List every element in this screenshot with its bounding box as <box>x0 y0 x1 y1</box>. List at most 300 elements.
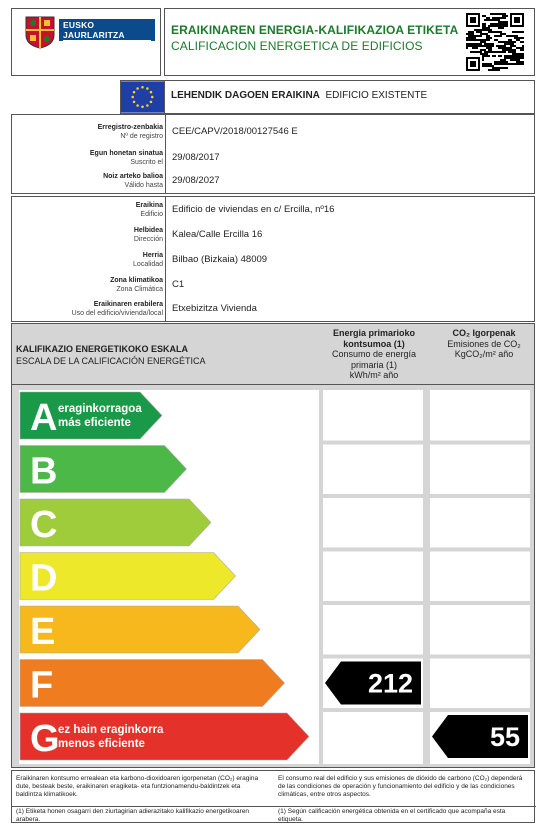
qr-module <box>502 47 504 49</box>
qr-module <box>510 39 512 41</box>
emissions-header-es: Emisiones de CO₂ <box>447 338 521 349</box>
qr-module <box>490 31 492 33</box>
qr-module <box>466 43 468 45</box>
building-label-eu: Eraikina <box>135 202 163 209</box>
building-row <box>12 275 536 297</box>
qr-module <box>514 45 516 47</box>
qr-module <box>512 51 514 53</box>
qr-module <box>520 61 522 63</box>
qr-module <box>520 37 522 39</box>
class-letter-b: B <box>30 450 58 493</box>
qr-module <box>486 35 488 37</box>
qr-module <box>480 51 482 53</box>
qr-module <box>506 63 508 65</box>
building-label-eu: Helbidea <box>133 227 163 234</box>
qr-module <box>522 57 524 59</box>
building-label-eu: Herria <box>142 252 163 259</box>
qr-module <box>490 51 492 53</box>
energy-scale <box>11 385 535 768</box>
qr-module <box>480 35 482 37</box>
eu-star <box>146 87 149 90</box>
qr-module <box>468 31 470 33</box>
emissions-header-eu: CO₂ Igorpenak <box>452 328 516 338</box>
qr-module <box>498 17 500 19</box>
qr-module <box>508 51 510 53</box>
qr-module <box>500 47 502 49</box>
qr-module <box>512 63 514 65</box>
qr-module <box>484 41 486 43</box>
qr-module <box>482 65 484 67</box>
label-title-box <box>164 8 535 76</box>
qr-module <box>518 47 520 49</box>
qr-module <box>496 51 498 53</box>
footer-notes <box>11 770 535 823</box>
qr-module <box>470 45 472 47</box>
registry-label-eu: Egun honetan sinatua <box>89 150 163 157</box>
qr-module <box>496 69 498 71</box>
qr-module <box>500 59 502 61</box>
qr-module <box>506 55 508 57</box>
qr-module <box>502 49 504 51</box>
qr-module <box>468 39 470 41</box>
qr-module <box>482 23 484 25</box>
qr-module <box>494 31 496 33</box>
footer-note-2-eu: (1) Etiketa honen osagarri den ziurtagirian adierazitako kalifikazio energetikoaren arabera. <box>16 808 250 823</box>
building-status-es: EDIFICIO EXISTENTE <box>325 90 428 101</box>
qr-module <box>490 45 492 47</box>
building-label-eu: Zona klimatikoa <box>110 277 163 284</box>
registry-label-es: Suscrito el <box>130 158 163 166</box>
qr-module <box>504 59 506 61</box>
consumption-unit: kWh/m² año <box>349 370 399 380</box>
registry-box <box>11 114 535 194</box>
qr-module <box>520 31 522 33</box>
qr-module <box>468 43 470 45</box>
qr-module <box>504 67 506 69</box>
qr-module <box>496 31 498 33</box>
qr-module <box>486 33 488 35</box>
qr-module <box>498 55 500 57</box>
qr-module <box>488 39 490 41</box>
qr-module <box>488 55 490 57</box>
qr-module <box>496 17 498 19</box>
qr-module <box>504 45 506 47</box>
footer-divider <box>12 806 536 807</box>
qr-module <box>494 25 496 27</box>
qr-module <box>520 63 522 65</box>
qr-module <box>516 55 518 57</box>
qr-module <box>516 47 518 49</box>
qr-module <box>476 51 478 53</box>
qr-module <box>500 23 502 25</box>
qr-module <box>488 19 490 21</box>
qr-module <box>494 63 496 65</box>
qr-module <box>490 29 492 31</box>
qr-module <box>512 49 514 51</box>
qr-module <box>472 35 474 37</box>
qr-module <box>512 57 514 59</box>
qr-module <box>486 51 488 53</box>
qr-module <box>516 31 518 33</box>
qr-module <box>502 63 504 65</box>
qr-module <box>502 17 504 19</box>
emissions-value: 55 <box>489 722 520 752</box>
registry-label-es: Nº de registro <box>120 132 163 140</box>
qr-module <box>472 39 474 41</box>
qr-module <box>508 63 510 65</box>
energy-scale-graphic <box>12 385 534 767</box>
qr-module <box>466 47 468 49</box>
qr-module <box>502 67 504 69</box>
qr-module <box>490 49 492 51</box>
qr-module <box>498 23 500 25</box>
qr-module <box>512 35 514 37</box>
qr-module <box>492 17 494 19</box>
qr-module <box>476 35 478 37</box>
qr-module <box>496 39 498 41</box>
qr-module <box>468 33 470 35</box>
eu-flag-box <box>120 80 165 114</box>
building-status-eu: LEHENDIK DAGOEN ERAIKINA <box>171 90 320 101</box>
emissions-unit: KgCO₂/m² año <box>454 349 514 359</box>
registry-row <box>12 122 536 144</box>
qr-module <box>500 51 502 53</box>
qr-module <box>486 39 488 41</box>
title-spanish: CALIFICACION ENERGETICA DE EDIFICIOS <box>171 39 423 53</box>
qr-module <box>480 33 482 35</box>
qr-module <box>500 27 502 29</box>
qr-module <box>504 41 506 43</box>
qr-module <box>470 51 472 53</box>
qr-module <box>518 59 520 61</box>
qr-module <box>506 57 508 59</box>
qr-module <box>518 37 520 39</box>
qr-module <box>494 19 496 21</box>
qr-module <box>504 17 506 19</box>
qr-module <box>478 29 480 31</box>
qr-module <box>498 67 500 69</box>
qr-module <box>484 33 486 35</box>
qr-module <box>482 41 484 43</box>
qr-module <box>484 55 486 57</box>
qr-module <box>498 51 500 53</box>
qr-module <box>478 35 480 37</box>
emissions-column-header <box>432 328 536 360</box>
qr-module <box>482 55 484 57</box>
qr-module <box>498 31 500 33</box>
qr-module <box>486 17 488 19</box>
eu-flag-icon <box>121 81 164 113</box>
qr-module <box>470 61 476 67</box>
class-note-eu: eraginkorragoa <box>58 403 142 415</box>
qr-module <box>474 51 476 53</box>
qr-module <box>502 23 504 25</box>
qr-module <box>488 49 490 51</box>
qr-module <box>486 45 488 47</box>
qr-module <box>492 65 494 67</box>
qr-module <box>472 37 474 39</box>
qr-module <box>484 65 486 67</box>
qr-module <box>502 21 504 23</box>
qr-module <box>514 51 516 53</box>
qr-module <box>488 35 490 37</box>
qr-module <box>504 57 506 59</box>
qr-module <box>502 13 504 15</box>
qr-module <box>486 53 488 55</box>
qr-module <box>504 15 506 17</box>
qr-module <box>482 29 484 31</box>
qr-module <box>514 63 516 65</box>
qr-module <box>482 25 484 27</box>
qr-module <box>492 19 494 21</box>
qr-module <box>490 19 492 21</box>
qr-module <box>518 39 520 41</box>
qr-module <box>480 53 482 55</box>
consumption-column-panel <box>323 390 423 764</box>
qr-module <box>522 37 524 39</box>
qr-module <box>502 59 504 61</box>
qr-module <box>522 41 524 43</box>
qr-module <box>518 31 520 33</box>
qr-module <box>510 55 512 57</box>
qr-module <box>486 27 488 29</box>
qr-module <box>470 43 472 45</box>
qr-module <box>518 53 520 55</box>
eu-star <box>136 104 139 107</box>
qr-module <box>488 29 490 31</box>
qr-module <box>500 55 502 57</box>
qr-module <box>488 27 490 29</box>
qr-module <box>474 37 476 39</box>
qr-module <box>482 63 484 65</box>
qr-code-icon <box>466 13 524 71</box>
qr-module <box>482 27 484 29</box>
qr-module <box>476 31 478 33</box>
qr-module <box>488 45 490 47</box>
building-use: Etxebizitza Vivienda <box>172 303 257 314</box>
qr-module <box>490 13 492 15</box>
qr-module <box>488 51 490 53</box>
qr-module <box>472 47 474 49</box>
qr-module <box>522 61 524 63</box>
qr-module <box>522 63 524 65</box>
consumption-value: 212 <box>367 668 413 699</box>
qr-module <box>498 27 500 29</box>
qr-module <box>484 53 486 55</box>
qr-module <box>494 39 496 41</box>
qr-module <box>480 41 482 43</box>
qr-module <box>476 29 478 31</box>
qr-module <box>516 37 518 39</box>
qr-module <box>490 37 492 39</box>
qr-module <box>516 53 518 55</box>
class-letter-e: E <box>30 611 56 653</box>
qr-module <box>494 69 496 71</box>
qr-module <box>512 55 514 57</box>
qr-module <box>484 25 486 27</box>
qr-module <box>468 37 470 39</box>
qr-module <box>500 17 502 19</box>
qr-module <box>484 19 486 21</box>
qr-module <box>516 57 518 59</box>
qr-module <box>500 21 502 23</box>
qr-module <box>484 23 486 25</box>
qr-module <box>514 53 516 55</box>
qr-module <box>502 15 504 17</box>
qr-module <box>486 43 488 45</box>
eu-star <box>133 101 136 104</box>
qr-module <box>488 69 490 71</box>
qr-module <box>496 19 498 21</box>
class-letter-c: C <box>30 504 58 546</box>
qr-module <box>510 63 512 65</box>
qr-module <box>492 13 494 15</box>
qr-module <box>506 67 508 69</box>
government-name <box>59 19 155 51</box>
qr-module <box>512 59 514 61</box>
qr-module <box>516 61 518 63</box>
qr-module <box>470 17 476 23</box>
qr-module <box>500 61 502 63</box>
qr-module <box>500 13 502 15</box>
qr-module <box>482 49 484 51</box>
qr-module <box>504 55 506 57</box>
qr-module <box>494 67 496 69</box>
registry-number: CEE/CAPV/2018/00127546 E <box>172 126 298 137</box>
qr-module <box>496 35 498 37</box>
qr-module <box>498 19 500 21</box>
qr-module <box>520 47 522 49</box>
qr-module <box>480 39 482 41</box>
building-label-es: Localidad <box>133 260 163 268</box>
qr-module <box>498 41 500 43</box>
qr-module <box>494 13 496 15</box>
qr-module <box>472 43 474 45</box>
qr-module <box>494 35 496 37</box>
qr-module <box>506 25 508 27</box>
energy-label <box>11 8 535 823</box>
class-letter-d: D <box>30 557 58 600</box>
qr-module <box>488 43 490 45</box>
qr-module <box>474 29 476 31</box>
class-arrow-f <box>20 660 285 707</box>
qr-module <box>498 69 500 71</box>
qr-module <box>476 47 478 49</box>
qr-module <box>474 45 476 47</box>
class-arrow-e <box>20 606 260 653</box>
qr-module <box>490 63 492 65</box>
qr-module <box>496 25 498 27</box>
qr-module <box>492 51 494 53</box>
qr-module <box>472 31 474 33</box>
eu-star <box>141 86 144 89</box>
qr-module <box>496 67 498 69</box>
qr-module <box>474 47 476 49</box>
qr-module <box>496 23 498 25</box>
class-letter-a: A <box>30 397 58 439</box>
qr-module <box>514 17 520 23</box>
qr-module <box>470 35 472 37</box>
qr-module <box>496 13 498 15</box>
title-basque: ERAIKINAREN ENERGIA-KALIFIKAZIOA ETIKETA <box>171 23 459 37</box>
scale-header <box>11 323 535 385</box>
qr-module <box>498 61 500 63</box>
qr-module <box>504 63 506 65</box>
qr-module <box>498 35 500 37</box>
qr-module <box>502 33 504 35</box>
qr-module <box>502 45 504 47</box>
qr-module <box>492 67 494 69</box>
qr-module <box>510 51 512 53</box>
registry-label-es: Válido hasta <box>124 181 163 189</box>
climate-zone: C1 <box>172 279 185 290</box>
qr-module <box>482 45 484 47</box>
qr-module <box>490 25 492 27</box>
qr-module <box>504 13 506 15</box>
qr-module <box>508 39 510 41</box>
qr-module <box>490 65 492 67</box>
qr-module <box>500 67 502 69</box>
building-name: Edificio de viviendas en c/ Ercilla, nº16 <box>172 204 335 215</box>
qr-module <box>484 27 486 29</box>
qr-module <box>500 25 502 27</box>
qr-module <box>486 19 488 21</box>
qr-module <box>488 37 490 39</box>
qr-module <box>470 31 472 33</box>
qr-module <box>498 45 500 47</box>
qr-module <box>506 41 508 43</box>
building-label-eu: Eraikinaren erabilera <box>93 301 163 308</box>
qr-module <box>508 43 510 45</box>
qr-module <box>466 33 468 35</box>
qr-module <box>478 43 480 45</box>
qr-module <box>488 65 490 67</box>
building-label-es: Dirección <box>133 235 163 243</box>
qr-module <box>494 17 496 19</box>
qr-module <box>492 25 494 27</box>
qr-module <box>482 15 484 17</box>
qr-module <box>516 35 518 37</box>
qr-module <box>466 45 468 47</box>
qr-module <box>514 37 516 39</box>
qr-module <box>514 55 516 57</box>
qr-module <box>514 57 516 59</box>
qr-module <box>492 43 494 45</box>
qr-module <box>480 49 482 51</box>
building-label-es: Zona Climática <box>116 285 163 293</box>
building-details-box <box>11 196 535 322</box>
qr-module <box>486 55 488 57</box>
qr-module <box>510 57 512 59</box>
scale-title-eu: KALIFIKAZIO ENERGETIKOKO ESKALA <box>16 344 189 354</box>
valid-until-date: 29/08/2027 <box>172 175 220 186</box>
qr-module <box>482 59 484 61</box>
qr-module <box>506 47 508 49</box>
qr-module <box>498 25 500 27</box>
qr-module <box>512 45 514 47</box>
eu-star <box>151 96 154 99</box>
eu-star <box>150 91 153 94</box>
qr-module <box>504 43 506 45</box>
qr-module <box>506 61 508 63</box>
qr-module <box>484 15 486 17</box>
qr-module <box>492 55 494 57</box>
qr-module <box>470 37 472 39</box>
qr-module <box>472 51 474 53</box>
qr-module <box>496 63 498 65</box>
building-row <box>12 299 536 321</box>
eu-star <box>131 96 134 99</box>
